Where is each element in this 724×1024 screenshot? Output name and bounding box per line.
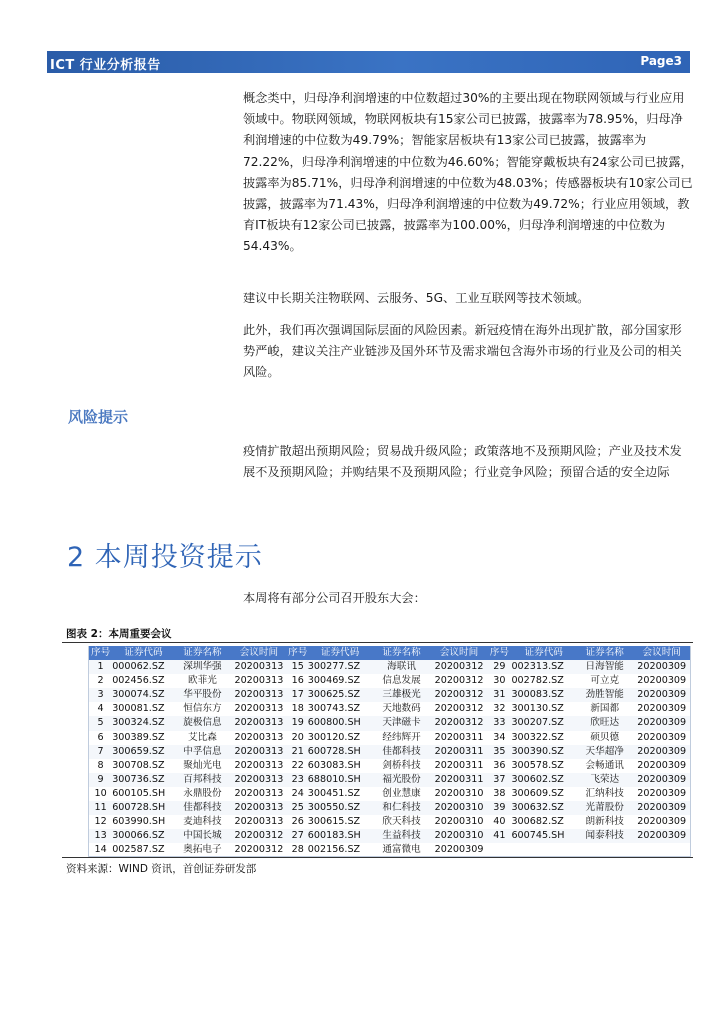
cell-date: 20200309: [637, 703, 687, 715]
cell-index: 35: [487, 745, 511, 759]
cell-name: 聚灿光电: [183, 759, 222, 771]
cell-code: 600728.SH: [112, 801, 175, 815]
cell-date: 20200311: [431, 773, 487, 787]
cell-date: 20200309: [633, 829, 690, 843]
cell-index: 26: [291, 816, 304, 828]
column-header: 序号: [288, 646, 308, 660]
cell-index: 36: [493, 759, 506, 771]
cell-date: 20200313: [234, 787, 284, 799]
table-row: [89, 674, 690, 688]
cell-name: 欣旺达: [576, 716, 633, 730]
cell-index: 37: [487, 773, 511, 787]
cell-code: 002313.SZ: [511, 660, 576, 674]
cell-date: 20200312: [431, 660, 487, 674]
cell-date: 20200313: [234, 731, 284, 743]
cell-index: 19: [288, 716, 308, 730]
figure-top-rule: [62, 642, 693, 643]
cell-date: 20200311: [431, 745, 487, 759]
cell-index: 29: [487, 660, 511, 674]
cell-date: 20200310: [431, 801, 487, 815]
cell-name: 飞荣达: [576, 773, 633, 787]
table-row: [89, 688, 690, 702]
cell-name: 天地数码: [382, 703, 421, 715]
cell-code: 688010.SH: [308, 773, 373, 787]
cell-name: 三雄极光: [372, 688, 430, 702]
cell-name: 欣天科技: [382, 816, 421, 828]
cell-index: 34: [493, 731, 506, 743]
cell-date: 20200313: [234, 816, 284, 828]
cell-code: 300066.SZ: [112, 829, 175, 843]
table-body: [89, 660, 690, 857]
cell-code: 300081.SZ: [112, 703, 165, 715]
cell-index: 21: [288, 745, 308, 759]
column-header: 序号: [89, 646, 112, 660]
cell-code: 300207.SZ: [511, 716, 576, 730]
cell-index: 39: [487, 801, 511, 815]
report-title: ICT 行业分析报告: [50, 58, 161, 73]
cell-date: 20200312: [431, 716, 487, 730]
cell-name: 深圳华强: [175, 660, 230, 674]
cell-name: 和仁科技: [372, 801, 430, 815]
cell-index: 33: [487, 716, 511, 730]
cell-name: 恒信东方: [183, 703, 222, 715]
cell-name: 旋极信息: [175, 716, 230, 730]
cell-name: 硕贝德: [590, 731, 620, 743]
risk-heading: 风险提示: [68, 408, 129, 426]
cell-name: 经纬辉开: [382, 731, 421, 743]
cell-name: 天津磁卡: [372, 716, 430, 730]
cell-date: 20200310: [431, 829, 487, 843]
cell-name: 新国都: [590, 703, 620, 715]
cell-date: 20200309: [637, 759, 687, 771]
cell-date: 20200309: [637, 816, 687, 828]
cell-name: 福光股份: [372, 773, 430, 787]
table-row: [89, 716, 690, 730]
cell-code: 603083.SH: [307, 759, 361, 771]
cell-name: 光莆股份: [576, 801, 633, 815]
cell-index: 32: [493, 703, 506, 715]
cell-date: 20200313: [234, 703, 284, 715]
cell-code: 603990.SH: [112, 816, 166, 828]
body-paragraph-recommendation: 建议中长期关注物联网、云服务、5G、工业互联网等技术领域。: [243, 291, 590, 305]
table-row: [89, 660, 690, 674]
cell-code: 300609.SZ: [511, 787, 564, 799]
table-row: [89, 731, 690, 745]
table-row: [89, 843, 690, 857]
cell-name: 永鼎股份: [183, 787, 222, 799]
cell-date: 20200309: [633, 716, 690, 730]
column-header: 会议时间: [633, 646, 690, 660]
cell-index: [487, 843, 511, 857]
column-header: 证券名称: [175, 646, 230, 660]
cell-date: 20200313: [230, 688, 287, 702]
cell-date: 20200309: [637, 731, 687, 743]
risk-paragraph: 疫情扩散超出预期风险；贸易战升级风险；政策落地不及预期风险；产业及技术发展不及预期风险；并购结果不及预期风险；行业竞争风险；预留合适的安全边际: [243, 444, 682, 480]
cell-name: 通富微电: [382, 844, 421, 856]
cell-code: [511, 843, 576, 857]
cell-date: 20200313: [230, 745, 287, 759]
table-row: [89, 801, 690, 815]
column-header: 证券代码: [511, 646, 576, 660]
cell-code: 600183.SH: [308, 829, 373, 843]
cell-code: 600800.SH: [308, 716, 373, 730]
cell-name: 会畅通讯: [585, 759, 624, 771]
cell-date: 20200309: [633, 801, 690, 815]
cell-name: 剑桥科技: [382, 759, 421, 771]
source-note: 资料来源：WIND 资讯，首创证券研发部: [66, 863, 257, 875]
cell-code: 600745.SH: [511, 829, 576, 843]
cell-code: 300550.SZ: [308, 801, 373, 815]
cell-date: 20200311: [434, 731, 484, 743]
body-paragraph-iot-growth: 概念类中，归母净利润增速的中位数超过30%的主要出现在物联网领域与行业应用领域中。物联网领域，物联网板块有15家公司已披露，披露率为78.95%，归母净利润增速的中位数为49.79%；智能家居板块有13家公司已披露，披露率为72.22%，归母净利润增速的中位数为46.60%；智能穿戴板块有24家公司已披露，披露率为85.71%，归母净利润增速的中位数为48.03%；传感器板块有10家公司已披露，披露率为71.43%，归母净利润增速的中位数为49.72%；行业应用领域，教育IT板块有12家公司已披露，披露率为100.00%，归母净利润增速的中位数为54.43%。: [243, 91, 693, 254]
cell-name: 创业慧康: [382, 787, 421, 799]
cell-index: 15: [288, 660, 308, 674]
cell-index: 27: [288, 829, 308, 843]
column-header: 证券代码: [112, 646, 175, 660]
cell-date: 20200313: [230, 773, 287, 787]
cell-index: 9: [89, 773, 112, 787]
cell-code: 002156.SZ: [307, 844, 361, 856]
cell-name: 奥拓电子: [183, 844, 222, 856]
cell-code: 300736.SZ: [112, 773, 175, 787]
report-header: [47, 51, 690, 73]
cell-name: 信息发展: [382, 675, 421, 687]
cell-index: 11: [89, 801, 112, 815]
cell-code: 002456.SZ: [112, 675, 165, 687]
cell-index: 30: [493, 675, 506, 687]
cell-name: 可立克: [590, 675, 620, 687]
cell-index: 22: [291, 759, 304, 771]
cell-index: 13: [89, 829, 112, 843]
cell-code: 300277.SZ: [308, 660, 373, 674]
cell-name: 佳都科技: [372, 745, 430, 759]
cell-code: 002782.SZ: [511, 675, 564, 687]
table-row: [89, 759, 690, 773]
cell-index: 20: [291, 731, 304, 743]
figure-caption: 图表 2：本周重要会议: [66, 628, 172, 640]
cell-date: 20200309: [633, 773, 690, 787]
cell-date: 20200309: [637, 787, 687, 799]
table-row: [89, 829, 690, 843]
cell-name: 艾比森: [188, 731, 217, 743]
cell-code: 300469.SZ: [307, 675, 361, 687]
cell-name: 华平股份: [175, 688, 230, 702]
cell-index: 41: [487, 829, 511, 843]
cell-date: 20200312: [230, 829, 287, 843]
column-header: 证券代码: [308, 646, 373, 660]
cell-code: 300682.SZ: [511, 816, 564, 828]
table-row: [89, 745, 690, 759]
cell-index: 4: [97, 703, 104, 715]
cell-index: 12: [94, 816, 107, 828]
figure-bottom-rule: [62, 857, 693, 858]
cell-date: 20200310: [434, 816, 484, 828]
cell-code: 300389.SZ: [112, 731, 165, 743]
cell-name: 麦迪科技: [183, 816, 222, 828]
cell-code: 600105.SH: [112, 787, 166, 799]
cell-date: [633, 843, 690, 857]
cell-index: 40: [493, 816, 506, 828]
cell-name: 日海智能: [576, 660, 633, 674]
cell-date: 20200309: [434, 844, 484, 856]
cell-index: 18: [291, 703, 304, 715]
cell-name: 海联讯: [372, 660, 430, 674]
cell-code: 002587.SZ: [112, 844, 165, 856]
cell-date: 20200313: [230, 660, 287, 674]
cell-index: 25: [288, 801, 308, 815]
cell-date: 20200312: [434, 703, 484, 715]
table-row: [89, 773, 690, 787]
cell-date: 20200312: [234, 844, 284, 856]
cell-index: 17: [288, 688, 308, 702]
cell-code: 300602.SZ: [511, 773, 576, 787]
cell-code: 300074.SZ: [112, 688, 175, 702]
cell-code: 300625.SZ: [308, 688, 373, 702]
cell-name: 中孚信息: [175, 745, 230, 759]
cell-date: 20200312: [431, 688, 487, 702]
cell-index: 3: [89, 688, 112, 702]
cell-code: 300578.SZ: [511, 759, 564, 771]
cell-date: 20200312: [434, 675, 484, 687]
column-header: 证券名称: [372, 646, 430, 660]
cell-date: 20200309: [633, 660, 690, 674]
cell-date: 20200309: [633, 688, 690, 702]
cell-code: 300120.SZ: [307, 731, 361, 743]
cell-date: 20200313: [234, 759, 284, 771]
cell-code: 600728.SH: [308, 745, 373, 759]
meetings-table: [89, 646, 690, 857]
cell-date: 20200311: [434, 759, 484, 771]
cell-date: 20200313: [230, 716, 287, 730]
cell-code: 300390.SZ: [511, 745, 576, 759]
cell-code: 300632.SZ: [511, 801, 576, 815]
cell-index: 10: [94, 787, 107, 799]
cell-index: 16: [291, 675, 304, 687]
cell-code: 300451.SZ: [307, 787, 361, 799]
table-header-row: [89, 646, 690, 660]
cell-index: 6: [97, 731, 104, 743]
column-header: 会议时间: [230, 646, 287, 660]
cell-name: 汇纳科技: [585, 787, 624, 799]
cell-code: 300130.SZ: [511, 703, 564, 715]
cell-code: 300324.SZ: [112, 716, 175, 730]
cell-name: 生益科技: [372, 829, 430, 843]
cell-name: [576, 843, 633, 857]
table-row: [89, 787, 690, 801]
meetings-table-container: [88, 646, 691, 857]
cell-code: 300659.SZ: [112, 745, 175, 759]
cell-date: 20200313: [234, 675, 284, 687]
cell-name: 朗新科技: [585, 816, 624, 828]
page-number: Page3: [640, 54, 682, 68]
section-heading: 2 本周投资提示: [67, 542, 263, 573]
cell-index: 28: [291, 844, 304, 856]
cell-index: 24: [291, 787, 304, 799]
column-header: 证券名称: [576, 646, 633, 660]
cell-index: 7: [89, 745, 112, 759]
cell-name: 欧菲光: [188, 675, 217, 687]
cell-code: 300615.SZ: [307, 816, 361, 828]
cell-code: 000062.SZ: [112, 660, 175, 674]
cell-name: 百邦科技: [175, 773, 230, 787]
table-row: [89, 702, 690, 716]
cell-index: 23: [288, 773, 308, 787]
cell-index: 38: [493, 787, 506, 799]
column-header: 序号: [487, 646, 511, 660]
column-header: 会议时间: [431, 646, 487, 660]
cell-name: 闻泰科技: [576, 829, 633, 843]
cell-index: 31: [487, 688, 511, 702]
cell-index: 14: [94, 844, 107, 856]
cell-name: 劲胜智能: [576, 688, 633, 702]
cell-name: 中国长城: [175, 829, 230, 843]
section-intro: 本周将有部分公司召开股东大会：: [243, 591, 426, 605]
cell-name: 佳都科技: [175, 801, 230, 815]
cell-code: 300083.SZ: [511, 688, 576, 702]
cell-code: 300708.SZ: [112, 759, 165, 771]
cell-date: 20200313: [230, 801, 287, 815]
body-paragraph-international-risk: 此外，我们再次强调国际层面的风险因素。新冠疫情在海外出现扩散，部分国家形势严峻，建议关注产业链涉及国外环节及需求端包含海外市场的行业及公司的相关风险。: [243, 323, 682, 380]
cell-index: 5: [89, 716, 112, 730]
cell-index: 8: [97, 759, 104, 771]
cell-date: 20200309: [637, 675, 687, 687]
cell-date: 20200310: [434, 787, 484, 799]
cell-index: 2: [97, 675, 104, 687]
cell-name: 天华超净: [576, 745, 633, 759]
table-row: [89, 815, 690, 829]
cell-index: 1: [89, 660, 112, 674]
cell-date: 20200309: [633, 745, 690, 759]
cell-code: 300743.SZ: [307, 703, 361, 715]
cell-code: 300322.SZ: [511, 731, 564, 743]
